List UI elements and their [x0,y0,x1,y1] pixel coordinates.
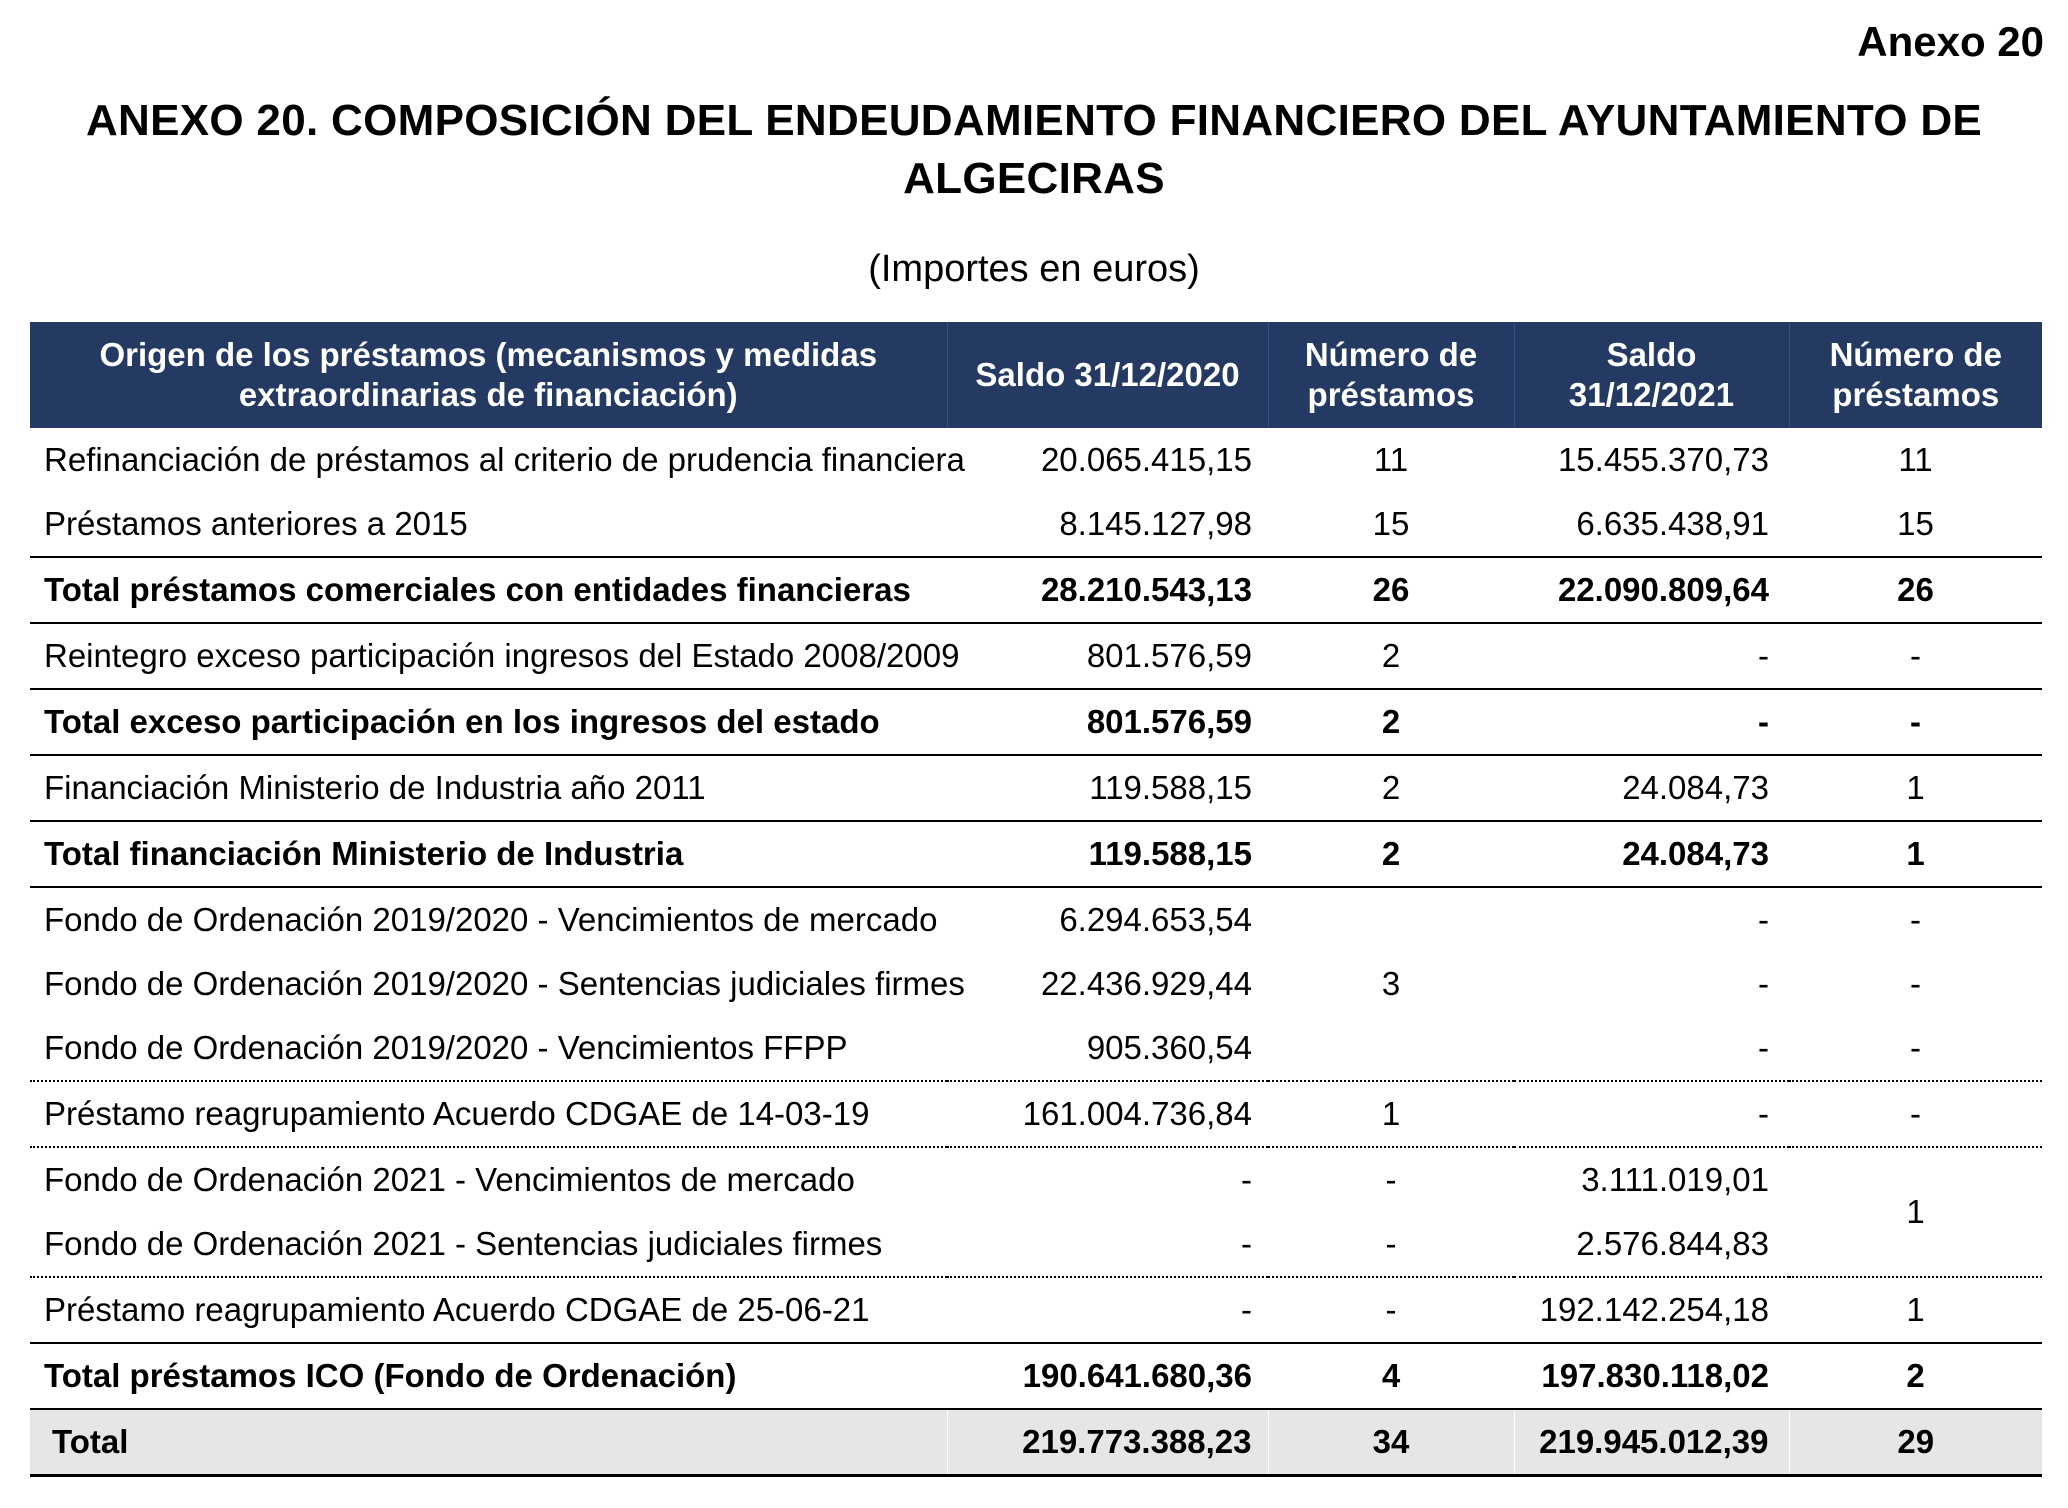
table-row [30,1147,2042,1212]
row-num-2020: 15 [1268,492,1514,557]
table-row [30,492,2042,557]
row-origin: Total préstamos comerciales con entidades financieras [30,557,947,623]
page-subtitle: (Importes en euros) [868,248,1200,290]
row-num-2021: 1 [1789,1277,2042,1343]
row-num-2021: 15 [1789,492,2042,557]
row-origin: Reintegro exceso participación ingresos del Estado 2008/2009 [30,623,947,689]
row-saldo-2021: 22.090.809,64 [1514,557,1789,623]
table-row [30,623,2042,689]
row-num-2020: 2 [1268,689,1514,755]
row-origin: Total financiación Ministerio de Industria [30,821,947,887]
row-num-2021: 26 [1789,557,2042,623]
row-num-2020: 11 [1373,441,1409,478]
row-saldo-2021: 3.111.019,01 [1581,1161,1769,1198]
table-row [30,755,2042,821]
row-saldo-2020: 28.210.543,13 [947,557,1268,623]
row-origin: Fondo de Ordenación 2019/2020 - Sentencias judiciales firmes [44,965,965,1002]
header-saldo-2020: Saldo 31/12/2020 [947,322,1268,428]
row-origin: Financiación Ministerio de Industria año 2011 [30,755,947,821]
header-origin: Origen de los préstamos (mecanismos y medidas extraordinarias de financiación) [30,322,947,428]
row-num-2020: 26 [1268,557,1514,623]
row-saldo-2021: - [1514,623,1789,689]
row-num-2020: 34 [1268,1409,1514,1476]
row-saldo-2020: 119.588,15 [947,821,1268,887]
table-row [30,1277,2042,1343]
table-row [30,952,2042,1016]
row-saldo-2021: 24.084,73 [1514,821,1789,887]
subtotal-row [30,1343,2042,1409]
row-saldo-2020: - [947,1277,1268,1343]
row-saldo-2020: 905.360,54 [947,1016,1268,1081]
row-origin: Fondo de Ordenación 2021 - Sentencias judiciales firmes [30,1212,947,1277]
header-num-2020: Número de préstamos [1268,322,1514,428]
subtotal-row [30,689,2042,755]
row-saldo-2020: 219.773.388,23 [947,1409,1268,1476]
row-num-2021: 1 [1789,821,2042,887]
row-origin: Préstamo reagrupamiento Acuerdo CDGAE de 25-06-21 [30,1277,947,1343]
row-saldo-2020: 161.004.736,84 [947,1081,1268,1147]
row-saldo-2021: - [1758,901,1769,938]
row-origin: Préstamo reagrupamiento Acuerdo CDGAE de 14-03-19 [30,1081,947,1147]
row-saldo-2020: 6.294.653,54 [1059,901,1252,938]
row-saldo-2020: 20.065.415,15 [1040,441,1252,478]
row-origin: Fondo de Ordenación 2019/2020 - Vencimientos FFPP [30,1016,947,1081]
row-saldo-2021: 2.576.844,83 [1514,1212,1789,1277]
row-num-2021: 1 [1789,1147,2042,1277]
row-origin: Total [30,1409,947,1476]
row-saldo-2021: - [1514,1081,1789,1147]
table-row [30,1212,2042,1277]
row-num-2020: 2 [1268,821,1514,887]
row-saldo-2020: 801.576,59 [947,689,1268,755]
row-saldo-2021: 24.084,73 [1514,755,1789,821]
row-saldo-2020: 8.145.127,98 [947,492,1268,557]
row-saldo-2020: - [1241,1161,1252,1198]
row-num-2021: - [1910,901,1921,938]
row-num-2020: 4 [1268,1343,1514,1409]
row-num-2020: - [1385,1161,1397,1198]
grand-total-row [30,1409,2042,1476]
row-num-2020: 2 [1268,623,1514,689]
row-num-2021: - [1789,1016,2042,1081]
table-row [30,1016,2042,1081]
row-saldo-2020: 801.576,59 [947,623,1268,689]
row-origin: Fondo de Ordenación 2019/2020 - Vencimientos de mercado [44,901,938,938]
row-saldo-2020: - [947,1212,1268,1277]
row-origin: Fondo de Ordenación 2021 - Vencimientos de mercado [44,1161,855,1198]
row-num-2021: - [1789,689,2042,755]
subtotal-row [30,557,2042,623]
row-num-2020: - [1268,1277,1514,1343]
annex-label: Anexo 20 [1857,18,2044,65]
subtotal-row [30,821,2042,887]
row-saldo-2021: 192.142.254,18 [1514,1277,1789,1343]
row-saldo-2020: 22.436.929,44 [1040,965,1252,1002]
row-saldo-2021: 6.635.438,91 [1514,492,1789,557]
table-row [30,1081,2042,1147]
row-saldo-2020: 119.588,15 [947,755,1268,821]
page-title: ANEXO 20. COMPOSICIÓN DEL ENDEUDAMIENTO FINANCIERO DEL AYUNTAMIENTO DE ALGECIRAS [85,96,1983,203]
row-num-2021: - [1789,1081,2042,1147]
row-saldo-2021: 15.455.370,73 [1557,441,1769,478]
row-origin: Refinanciación de préstamos al criterio de prudencia financiera [44,441,965,478]
row-saldo-2021: 197.830.118,02 [1514,1343,1789,1409]
row-num-2020: 3 [1268,887,1514,1081]
row-origin: Préstamos anteriores a 2015 [30,492,947,557]
row-origin: Total préstamos ICO (Fondo de Ordenación) [30,1343,947,1409]
table-row [30,887,2042,952]
row-num-2021: 2 [1789,1343,2042,1409]
row-num-2021: 29 [1789,1409,2042,1476]
table-header-row [30,322,2042,428]
row-saldo-2021: - [1514,1016,1789,1081]
row-num-2020: 1 [1268,1081,1514,1147]
row-num-2021: - [1789,623,2042,689]
row-saldo-2021: 219.945.012,39 [1514,1409,1789,1476]
row-num-2021: 1 [1789,755,2042,821]
row-origin: Total exceso participación en los ingresos del estado [30,689,947,755]
header-num-2021: Número de préstamos [1789,322,2042,428]
row-num-2020: 2 [1268,755,1514,821]
row-saldo-2020: 190.641.680,36 [947,1343,1268,1409]
table-row [30,428,2042,492]
row-num-2021: 11 [1898,441,1933,478]
row-num-2021: - [1910,965,1921,1002]
row-saldo-2021: - [1758,965,1769,1002]
row-num-2020: - [1268,1212,1514,1277]
debt-composition-table [30,322,2042,1477]
header-saldo-2021: Saldo 31/12/2021 [1514,322,1789,428]
row-saldo-2021: - [1514,689,1789,755]
